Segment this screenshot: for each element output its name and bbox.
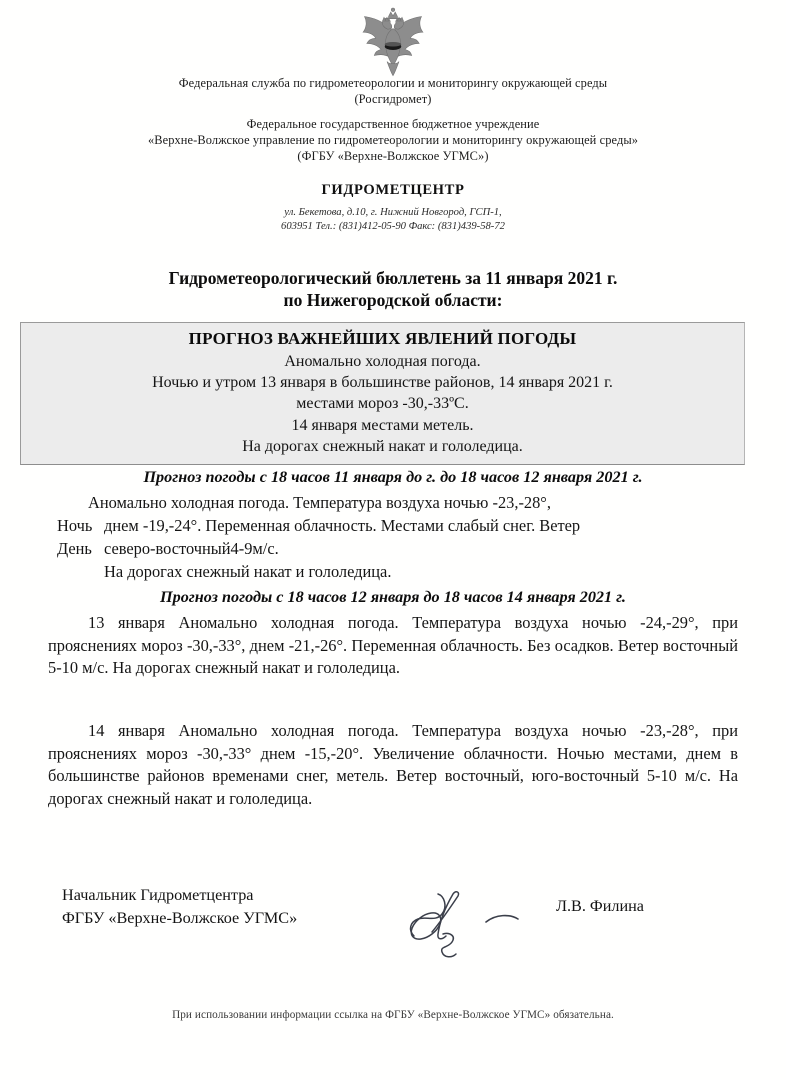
warning-line-4: 14 января местами метель. xyxy=(291,416,474,434)
address-line-2: 603951 Тел.: (831)412-05-90 Факс: (831)439-58-72 xyxy=(281,221,505,233)
signer-position-line-1: Начальник Гидрометцентра xyxy=(62,886,254,904)
russian-double-headed-eagle-emblem-icon xyxy=(355,6,431,78)
signer-position-line-2: ФГБУ «Верхне-Волжское УГМС» xyxy=(62,909,298,927)
forecast-1-line-1: Аномально холодная погода. Температура воздуха ночью -23,-28°, xyxy=(88,493,551,512)
page-title-line-2: по Нижегородской области: xyxy=(283,290,503,311)
forecast-1-wind-direction: северо-восточный xyxy=(104,539,231,558)
page-title xyxy=(0,267,786,312)
forecast-2-heading: Прогноз погоды с 18 часов 12 января до 18 часов 14 января 2021 г. xyxy=(160,588,626,606)
forecast-1-line-4: На дорогах снежный накат и гололедица. xyxy=(104,562,392,581)
signer-name: Л.В. Филина xyxy=(556,897,644,915)
address-block xyxy=(0,206,786,235)
important-weather-warning-box xyxy=(20,322,745,465)
org-line-5: (ФГБУ «Верхне-Волжское УГМС») xyxy=(297,148,489,163)
address-line-1: ул. Бекетова, д.10, г. Нижний Новгород, ГСП-1, xyxy=(284,207,502,218)
org-line-3: Федеральное государственное бюджетное учреждение xyxy=(246,116,540,131)
label-day: День xyxy=(57,539,92,558)
forecast-2-paragraph-jan14: 14 января Аномально холодная погода. Температура воздуха ночью -23,-28°, при прояснениях мороз -30,-33° днем -15,-20°. Увеличение облачности. Ночью местами, днем в большинстве районов временами снег, метель. Ветер восточный, юго-восточный 5-10 м/с. На дорогах снежный накат и гололедица. xyxy=(48,721,738,808)
label-night: Ночь xyxy=(57,516,93,535)
org-line-4: «Верхне-Волжское управление по гидрометеорологии и мониторингу окружающей среды» xyxy=(147,132,639,147)
org-line-1: Федеральная служба по гидрометеорологии и мониторингу окружающей среды xyxy=(178,76,608,90)
warning-box-heading: ПРОГНОЗ ВАЖНЕЙШИХ ЯВЛЕНИЙ ПОГОДЫ xyxy=(188,329,577,348)
forecast-1-line-2: днем -19,-24°. Переменная облачность. Местами слабый снег. Ветер xyxy=(104,516,581,535)
forecast-1-wind-speed: 4-9 xyxy=(230,539,253,558)
hydrometeorological-center-name: ГИДРОМЕТЦЕНТР xyxy=(321,182,465,198)
emblem-container xyxy=(0,6,786,83)
forecast-1-heading: Прогноз погоды с 18 часов 11 января до г. до 18 часов 12 января 2021 г. xyxy=(143,468,643,486)
signer-position xyxy=(62,884,297,930)
warning-line-2: Ночью и утром 13 января в большинстве районов, 14 января 2021 г. xyxy=(152,374,613,392)
warning-line-5: На дорогах снежный накат и гололедица. xyxy=(242,438,523,455)
page-title-line-1: Гидрометеорологический бюллетень за 11 января 2021 г. xyxy=(168,268,618,288)
footer-note: При использовании информации ссылка на ФГБУ «Верхне-Волжское УГМС» обязательна. xyxy=(172,1009,614,1021)
handwritten-signature-icon xyxy=(398,878,548,962)
warning-line-1: Аномально холодная погода. xyxy=(284,352,481,370)
forecast-1-line-3 xyxy=(104,538,738,561)
warning-line-3: местами мороз -30,-33ºС. xyxy=(296,395,469,413)
forecast-2-paragraph-jan13: 13 января Аномально холодная погода. Температура воздуха ночью -24,-29°, при прояснениях мороз -30,-33°, днем -21,-26°. Переменная облачность. Без осадков. Ветер восточный 5-10 м/с. На дорогах снежный накат и гололедица. xyxy=(48,613,738,678)
header-spacer xyxy=(0,108,786,117)
forecast-1-wind-row xyxy=(104,538,738,561)
forecast-1-wind-unit: м/с. xyxy=(252,539,279,558)
org-line-2: (Росгидромет) xyxy=(354,91,432,106)
organisation-header xyxy=(0,76,786,164)
